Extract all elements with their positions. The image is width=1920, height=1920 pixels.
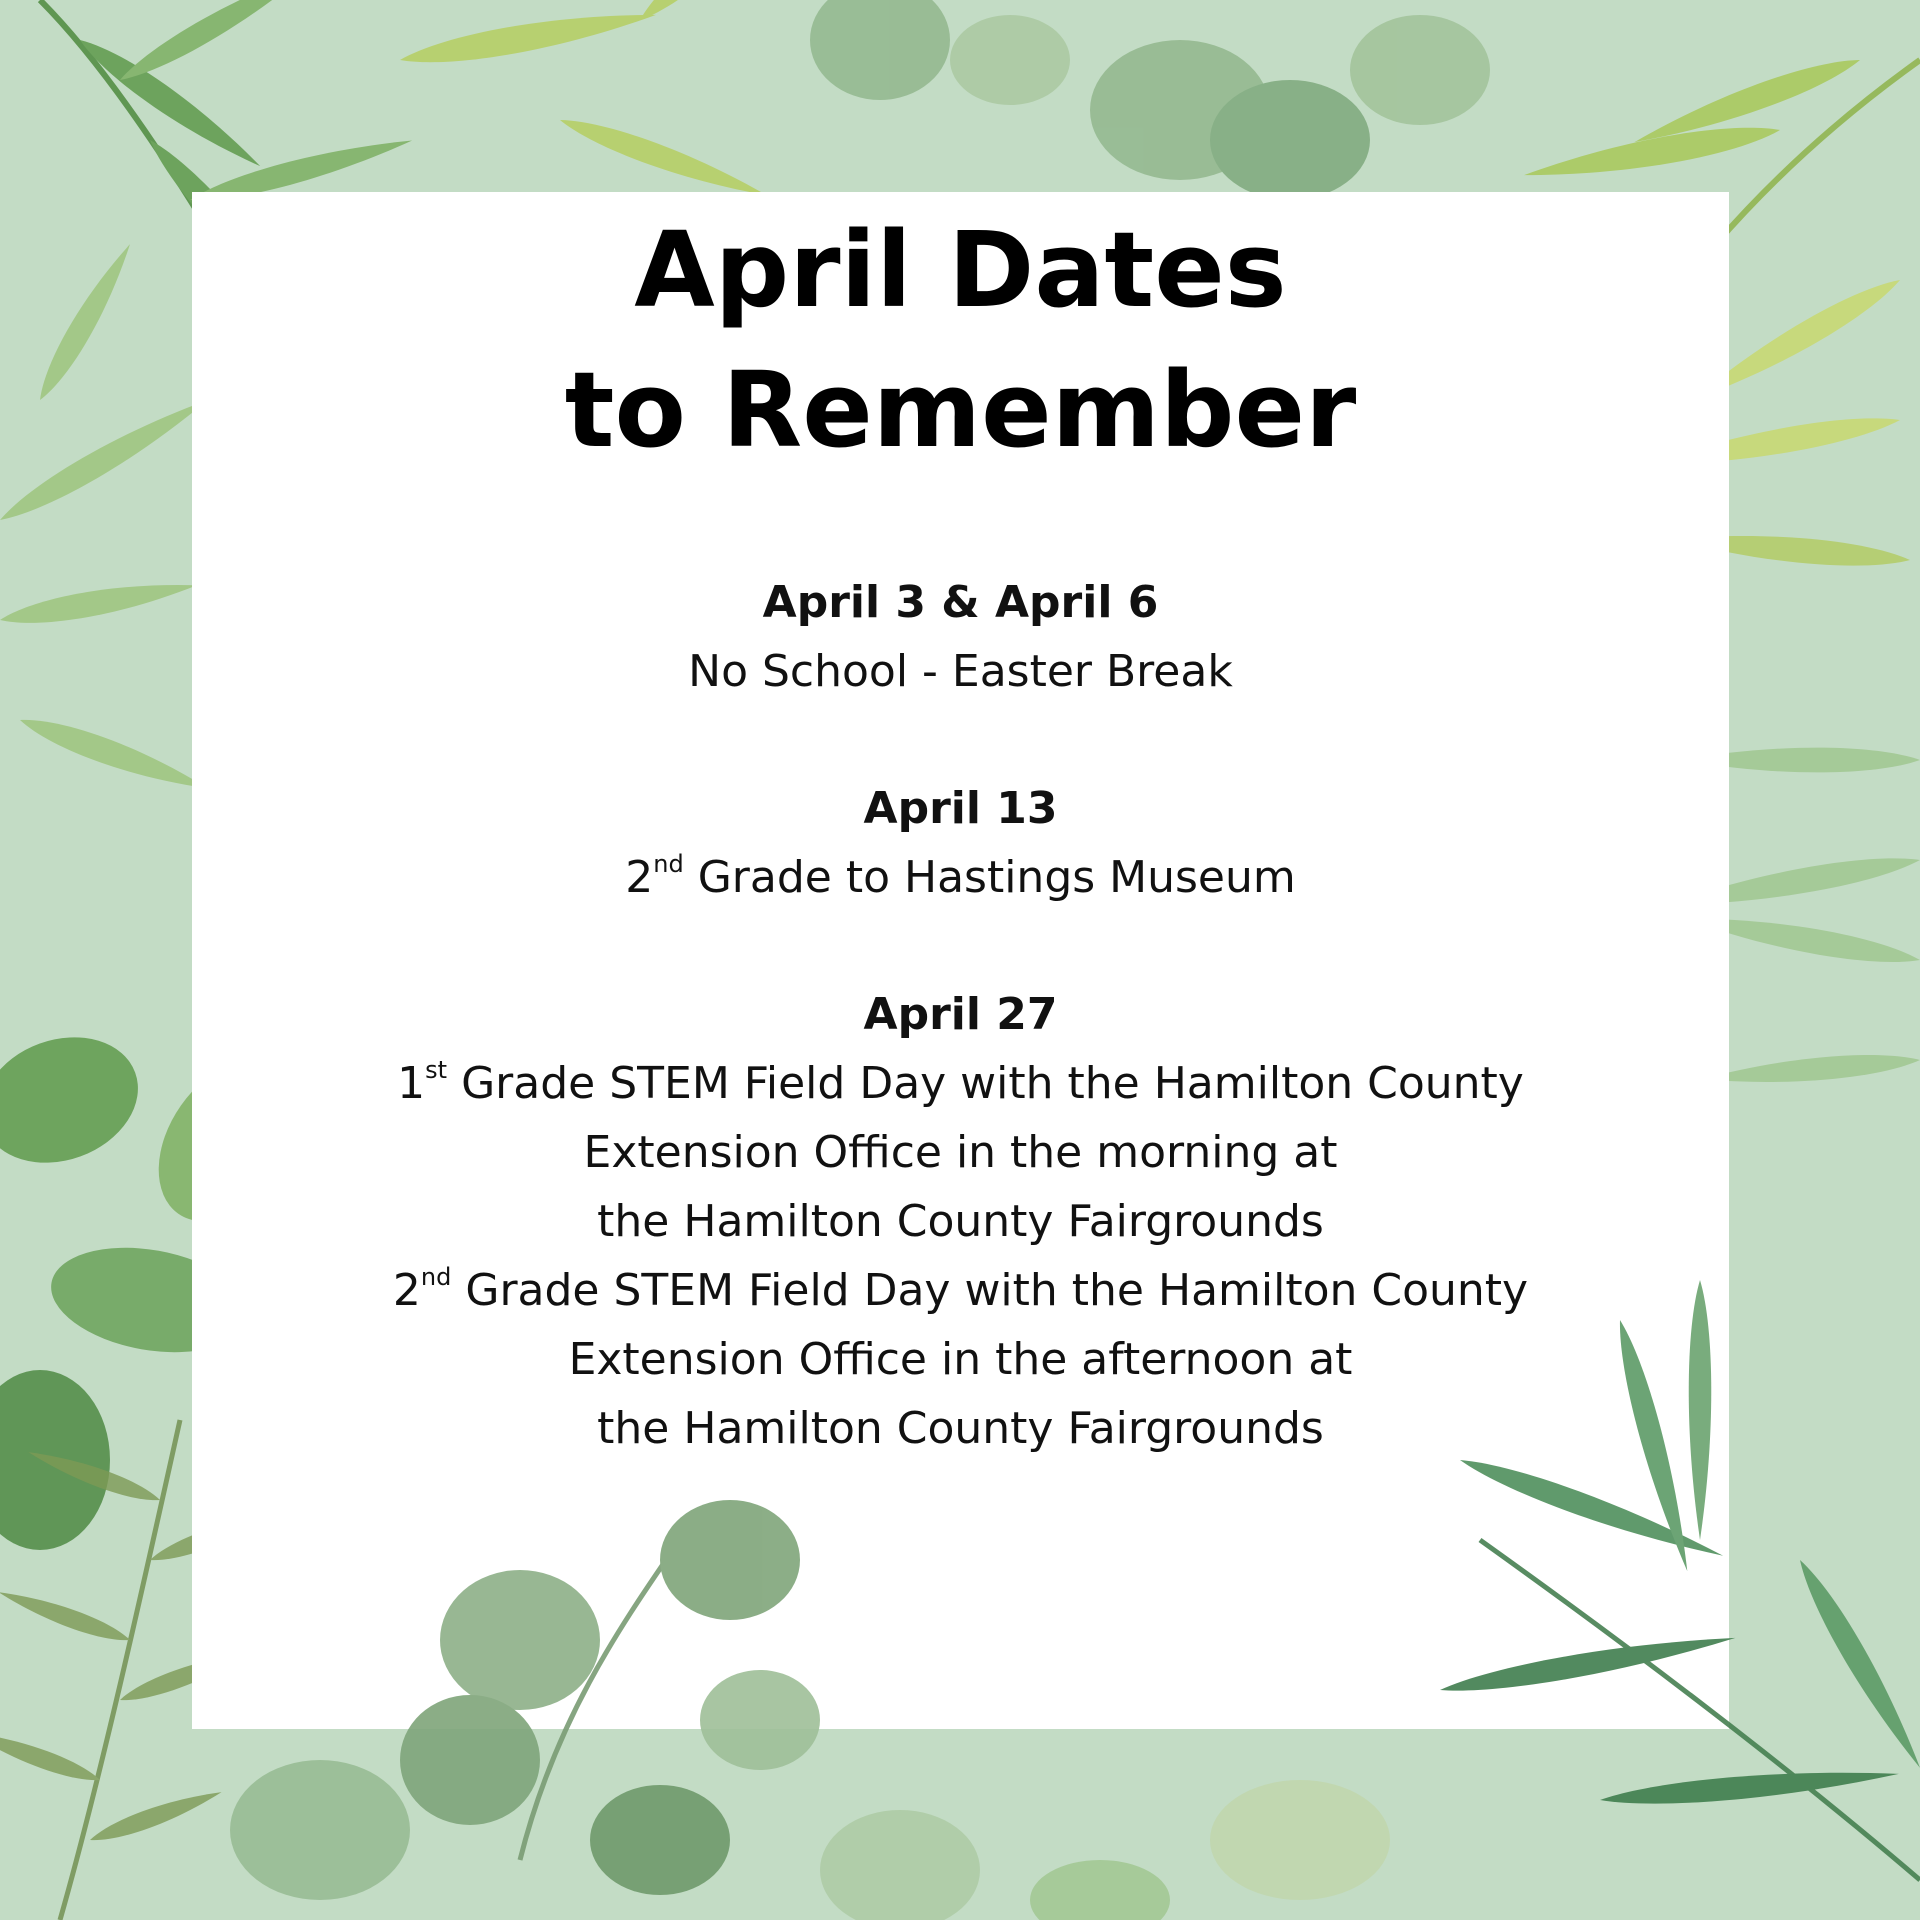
event-description: No School - Easter Break — [688, 646, 1233, 697]
event-description: the Hamilton County Fairgrounds — [597, 1196, 1324, 1247]
page-title — [192, 200, 1729, 480]
event-list — [192, 568, 1729, 1531]
title-line-2: to Remember — [564, 349, 1357, 471]
event-description: Extension Office in the morning at — [583, 1127, 1338, 1178]
event-item — [192, 568, 1729, 706]
event-item — [192, 980, 1729, 1463]
event-date: April 13 — [863, 783, 1058, 834]
title-line-1: April Dates — [634, 209, 1287, 331]
event-description: 1st Grade STEM Field Day with the Hamilton County — [397, 1056, 1524, 1109]
event-description: 2nd Grade STEM Field Day with the Hamilton County — [392, 1263, 1529, 1316]
event-date: April 27 — [863, 989, 1058, 1040]
event-description: 2nd Grade to Hastings Museum — [625, 850, 1296, 903]
event-item — [192, 774, 1729, 912]
event-description: the Hamilton County Fairgrounds — [597, 1403, 1324, 1454]
event-date: April 3 & April 6 — [762, 577, 1159, 628]
event-description: Extension Office in the afternoon at — [568, 1334, 1353, 1385]
